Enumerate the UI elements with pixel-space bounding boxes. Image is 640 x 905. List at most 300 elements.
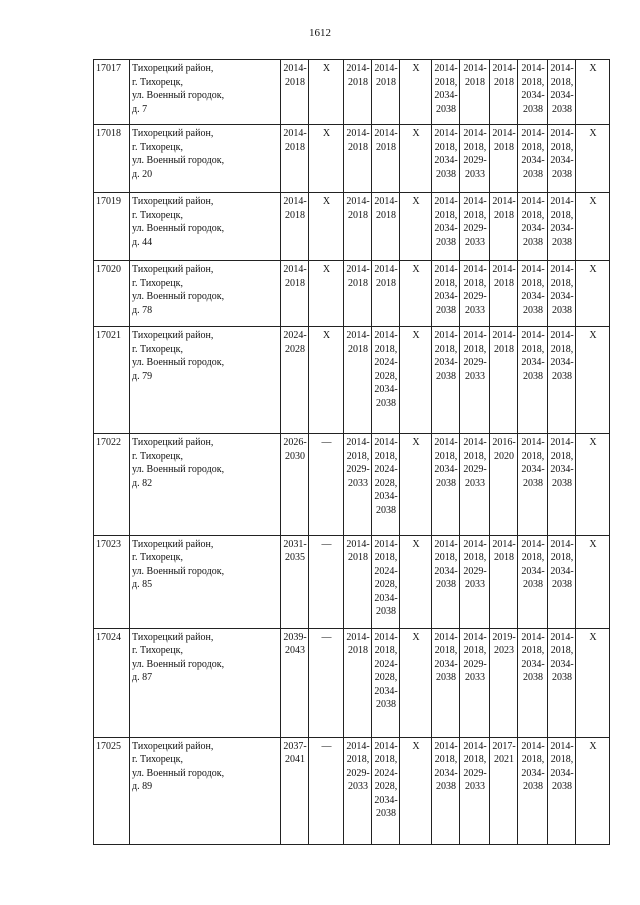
period-line: 2038 xyxy=(552,168,572,180)
period-line: 2038 xyxy=(552,781,572,793)
period-line: 2038 xyxy=(552,579,572,591)
period-line: X xyxy=(412,196,420,208)
address-line: д. 85 xyxy=(132,579,153,591)
period-line: 2034- xyxy=(374,794,398,806)
period-cell xyxy=(400,327,432,434)
period-line: 2038 xyxy=(523,236,543,248)
period-cell xyxy=(548,193,576,261)
period-cell xyxy=(432,327,460,434)
period-line: 2014- xyxy=(434,538,458,550)
period-cell xyxy=(400,261,432,327)
period-line: 2028, xyxy=(374,781,398,793)
period-line: 2034- xyxy=(374,491,398,503)
period-cell xyxy=(400,737,432,844)
period-line: 2029- xyxy=(463,291,487,303)
period-line: 2014- xyxy=(374,128,398,140)
record-number: 17019 xyxy=(94,193,130,261)
period-line: 2018, xyxy=(434,552,458,564)
period-cell xyxy=(344,628,372,737)
period-line: 2014- xyxy=(550,196,574,208)
period-line: 2035 xyxy=(285,552,305,564)
address-line: Тихорецкий район, xyxy=(132,538,214,550)
address-line: Тихорецкий район, xyxy=(132,740,214,752)
period-line: 2038 xyxy=(436,103,456,115)
period-line: 2014- xyxy=(283,196,307,208)
period-line: 2018, xyxy=(521,209,545,221)
period-cell xyxy=(460,535,490,628)
period-line: 2038 xyxy=(436,579,456,591)
period-cell xyxy=(518,60,548,125)
period-cell xyxy=(281,535,309,628)
period-line: 2038 xyxy=(436,168,456,180)
period-cell xyxy=(432,737,460,844)
period-line: 2018, xyxy=(550,645,574,657)
period-line: 2024- xyxy=(374,565,398,577)
period-cell xyxy=(372,261,400,327)
period-line: 2038 xyxy=(436,370,456,382)
period-line: 2014- xyxy=(463,740,487,752)
period-cell xyxy=(400,535,432,628)
period-line: X xyxy=(589,740,597,752)
address-line: д. 87 xyxy=(132,672,153,684)
address-line: ул. Военный городок, xyxy=(132,223,225,235)
period-cell xyxy=(344,327,372,434)
period-line: 2034- xyxy=(521,767,545,779)
period-line: 2014- xyxy=(463,538,487,550)
period-line: 2018 xyxy=(376,209,396,221)
period-line: 2020 xyxy=(494,450,514,462)
period-line: 2018 xyxy=(285,209,305,221)
period-cell xyxy=(490,261,518,327)
period-line: 2038 xyxy=(523,168,543,180)
period-line: 2031- xyxy=(283,538,307,550)
period-line: 2014- xyxy=(521,264,545,276)
period-line: 2014- xyxy=(434,196,458,208)
period-line: 2014- xyxy=(283,128,307,140)
address-line: г. Тихорецк, xyxy=(132,209,183,221)
period-line: 2018, xyxy=(434,76,458,88)
period-line: 2014- xyxy=(521,740,545,752)
period-cell xyxy=(432,261,460,327)
period-line: 2034- xyxy=(521,464,545,476)
period-cell xyxy=(344,193,372,261)
period-cell xyxy=(576,125,610,193)
period-line: 2034- xyxy=(550,464,574,476)
period-line: 2034- xyxy=(550,357,574,369)
period-line: 2018, xyxy=(463,552,487,564)
period-line: 2018, xyxy=(550,450,574,462)
table-row xyxy=(94,261,610,327)
period-cell xyxy=(518,125,548,193)
period-line: — xyxy=(321,538,332,550)
period-line: 2024- xyxy=(374,658,398,670)
period-cell xyxy=(372,737,400,844)
period-line: 2014- xyxy=(492,264,516,276)
period-cell xyxy=(490,327,518,434)
period-line: 2033 xyxy=(465,168,485,180)
period-line: 2038 xyxy=(523,781,543,793)
period-line: 2038 xyxy=(552,236,572,248)
period-line: 2018, xyxy=(463,450,487,462)
period-line: 2033 xyxy=(465,370,485,382)
period-cell xyxy=(432,60,460,125)
period-line: 2026- xyxy=(283,437,307,449)
period-cell xyxy=(432,125,460,193)
period-line: 2034- xyxy=(434,767,458,779)
period-line: 2038 xyxy=(436,236,456,248)
address-line: г. Тихорецк, xyxy=(132,754,183,766)
period-line: 2024- xyxy=(374,464,398,476)
period-line: 2014- xyxy=(550,128,574,140)
period-line: 2018 xyxy=(376,141,396,153)
period-line: 2014- xyxy=(346,63,370,74)
period-line: — xyxy=(321,631,332,643)
period-line: 2029- xyxy=(463,464,487,476)
period-line: 2034- xyxy=(434,90,458,101)
period-cell xyxy=(460,125,490,193)
period-line: 2038 xyxy=(436,781,456,793)
period-line: 2018, xyxy=(550,76,574,88)
address-line: Тихорецкий район, xyxy=(132,63,214,74)
period-line: 2038 xyxy=(552,672,572,684)
period-cell xyxy=(372,535,400,628)
period-line: 2038 xyxy=(552,304,572,316)
period-cell xyxy=(518,261,548,327)
address-line: Тихорецкий район, xyxy=(132,196,214,208)
address-line: Тихорецкий район, xyxy=(132,330,214,342)
period-line: X xyxy=(589,437,597,449)
period-line: 2014- xyxy=(434,264,458,276)
period-line: X xyxy=(322,264,331,276)
address-line: г. Тихорецк, xyxy=(132,343,183,355)
period-line: 2018, xyxy=(521,754,545,766)
period-line: 2030 xyxy=(285,450,305,462)
period-line: 2033 xyxy=(465,579,485,591)
record-number: 17018 xyxy=(94,125,130,193)
period-line: 2018 xyxy=(376,76,396,88)
period-line: 2014- xyxy=(346,128,370,140)
period-cell xyxy=(518,434,548,535)
period-line: 2029- xyxy=(463,767,487,779)
period-line: X xyxy=(412,631,420,643)
period-line: 2038 xyxy=(552,477,572,489)
period-line: 2018, xyxy=(434,277,458,289)
period-line: 2018, xyxy=(521,277,545,289)
period-line: 2018, xyxy=(374,754,398,766)
period-line: X xyxy=(412,264,420,276)
address-line: ул. Военный городок, xyxy=(132,565,225,577)
record-number: 17025 xyxy=(94,737,130,844)
period-line: 2038 xyxy=(376,606,396,618)
period-line: 2029- xyxy=(346,767,370,779)
period-line: 2034- xyxy=(550,565,574,577)
period-line: 2014- xyxy=(346,538,370,550)
period-line: 2034- xyxy=(521,658,545,670)
period-cell xyxy=(548,261,576,327)
period-line: 2018, xyxy=(550,209,574,221)
address-line: д. 44 xyxy=(132,236,153,248)
period-cell xyxy=(372,628,400,737)
period-line: 2041 xyxy=(285,754,305,766)
period-line: 2018, xyxy=(521,645,545,657)
period-line: 2018, xyxy=(434,754,458,766)
period-line: 2038 xyxy=(523,672,543,684)
period-line: 2034- xyxy=(374,685,398,697)
period-cell xyxy=(281,327,309,434)
period-cell xyxy=(372,193,400,261)
address-cell xyxy=(130,535,281,628)
period-cell xyxy=(576,327,610,434)
period-cell xyxy=(576,434,610,535)
period-line: 2034- xyxy=(550,90,574,101)
period-cell xyxy=(309,327,344,434)
period-line: 2019- xyxy=(492,631,516,643)
period-cell xyxy=(576,261,610,327)
table-row xyxy=(94,60,610,125)
period-line: 2034- xyxy=(521,223,545,235)
address-line: Тихорецкий район, xyxy=(132,437,214,449)
period-line: 2034- xyxy=(434,565,458,577)
period-line: 2038 xyxy=(436,304,456,316)
period-line: 2018, xyxy=(550,277,574,289)
period-cell xyxy=(490,434,518,535)
period-line: 2014- xyxy=(434,330,458,342)
period-line: 2018, xyxy=(434,645,458,657)
address-line: д. 7 xyxy=(132,103,148,115)
period-cell xyxy=(460,193,490,261)
period-line: 2029- xyxy=(346,464,370,476)
period-cell xyxy=(432,434,460,535)
period-line: 2014- xyxy=(374,740,398,752)
table-row xyxy=(94,327,610,434)
period-cell xyxy=(309,434,344,535)
period-cell xyxy=(518,628,548,737)
record-number: 17024 xyxy=(94,628,130,737)
period-line: 2029- xyxy=(463,223,487,235)
address-line: г. Тихорецк, xyxy=(132,277,183,289)
period-line: 2018 xyxy=(348,141,368,153)
period-cell xyxy=(344,737,372,844)
period-line: 2018, xyxy=(521,552,545,564)
period-line: 2014- xyxy=(346,264,370,276)
period-line: 2034- xyxy=(521,565,545,577)
period-line: 2034- xyxy=(374,384,398,396)
period-line: 2033 xyxy=(465,304,485,316)
period-line: 2038 xyxy=(376,808,396,820)
address-cell xyxy=(130,327,281,434)
period-line: — xyxy=(321,740,332,752)
period-line: 2014- xyxy=(521,128,545,140)
period-line: — xyxy=(321,437,332,449)
period-line: 2018, xyxy=(434,209,458,221)
period-line: 2014- xyxy=(492,330,516,342)
period-line: 2018, xyxy=(346,754,370,766)
period-line: 2034- xyxy=(434,357,458,369)
period-line: 2018 xyxy=(348,645,368,657)
period-line: 2018 xyxy=(494,209,514,221)
period-cell xyxy=(309,193,344,261)
period-line: 2038 xyxy=(376,504,396,516)
period-line: 2014- xyxy=(463,128,487,140)
period-cell xyxy=(344,60,372,125)
period-cell xyxy=(576,628,610,737)
period-cell xyxy=(490,737,518,844)
period-line: 2033 xyxy=(348,781,368,793)
period-line: 2038 xyxy=(523,103,543,115)
period-line: X xyxy=(322,128,331,140)
period-line: 2014- xyxy=(283,63,307,74)
period-line: 2014- xyxy=(463,63,487,74)
period-line: 2014- xyxy=(374,330,398,342)
period-line: 2018, xyxy=(434,141,458,153)
period-line: X xyxy=(589,631,597,643)
period-line: 2014- xyxy=(346,196,370,208)
period-line: 2018, xyxy=(346,450,370,462)
period-cell xyxy=(400,125,432,193)
period-cell xyxy=(460,327,490,434)
record-number: 17020 xyxy=(94,261,130,327)
period-line: 2038 xyxy=(523,477,543,489)
period-line: 2014- xyxy=(492,63,516,74)
period-line: 2028 xyxy=(285,343,305,355)
period-line: X xyxy=(412,128,420,140)
period-line: 2014- xyxy=(492,128,516,140)
period-line: 2018, xyxy=(463,141,487,153)
period-line: 2014- xyxy=(521,631,545,643)
period-line: 2014- xyxy=(521,437,545,449)
address-line: д. 89 xyxy=(132,781,153,793)
address-line: Тихорецкий район, xyxy=(132,264,214,276)
period-cell xyxy=(281,261,309,327)
period-line: X xyxy=(412,538,420,550)
period-line: 2028, xyxy=(374,579,398,591)
period-cell xyxy=(460,628,490,737)
address-cell xyxy=(130,125,281,193)
period-line: 2033 xyxy=(465,672,485,684)
address-cell xyxy=(130,193,281,261)
address-line: Тихорецкий район, xyxy=(132,128,214,140)
period-line: 2034- xyxy=(521,291,545,303)
period-cell xyxy=(372,327,400,434)
period-cell xyxy=(518,535,548,628)
period-line: 2014- xyxy=(550,631,574,643)
period-line: X xyxy=(412,63,420,74)
period-line: 2033 xyxy=(465,477,485,489)
page-number: 1612 xyxy=(309,27,331,39)
period-cell xyxy=(548,125,576,193)
period-line: 2014- xyxy=(463,631,487,643)
period-line: 2014- xyxy=(374,196,398,208)
period-line: 2014- xyxy=(521,538,545,550)
period-line: 2038 xyxy=(376,699,396,711)
period-line: 2018, xyxy=(463,343,487,355)
period-line: 2018, xyxy=(463,277,487,289)
address-line: г. Тихорецк, xyxy=(132,552,183,564)
period-line: 2034- xyxy=(550,658,574,670)
period-cell xyxy=(344,125,372,193)
period-line: 2018, xyxy=(374,450,398,462)
address-line: д. 78 xyxy=(132,304,153,316)
period-line: 2029- xyxy=(463,155,487,167)
period-line: 2014- xyxy=(346,631,370,643)
period-line: 2033 xyxy=(465,236,485,248)
period-line: X xyxy=(589,538,597,550)
address-line: г. Тихорецк, xyxy=(132,141,183,153)
period-line: 2014- xyxy=(550,437,574,449)
period-line: 2014- xyxy=(463,330,487,342)
period-cell xyxy=(281,125,309,193)
period-line: 2014- xyxy=(521,330,545,342)
period-cell xyxy=(548,628,576,737)
address-line: д. 79 xyxy=(132,370,153,382)
period-cell xyxy=(400,60,432,125)
period-cell xyxy=(281,737,309,844)
address-line: г. Тихорецк, xyxy=(132,76,183,88)
period-cell xyxy=(490,60,518,125)
period-line: 2018, xyxy=(521,450,545,462)
period-cell xyxy=(548,535,576,628)
period-line: 2024- xyxy=(374,357,398,369)
record-number: 17021 xyxy=(94,327,130,434)
address-cell xyxy=(130,434,281,535)
period-line: X xyxy=(412,437,420,449)
period-cell xyxy=(281,193,309,261)
period-line: 2018 xyxy=(285,141,305,153)
period-cell xyxy=(400,628,432,737)
period-line: 2033 xyxy=(465,781,485,793)
period-line: X xyxy=(589,196,597,208)
period-line: 2023 xyxy=(494,645,514,657)
period-line: 2018 xyxy=(465,76,485,88)
period-line: 2018 xyxy=(348,209,368,221)
address-cell xyxy=(130,737,281,844)
period-line: 2014- xyxy=(550,330,574,342)
address-line: д. 82 xyxy=(132,477,153,489)
period-line: 2014- xyxy=(463,264,487,276)
housing-register-table xyxy=(93,59,610,845)
period-line: 2014- xyxy=(434,437,458,449)
period-line: 2018 xyxy=(376,277,396,289)
address-line: ул. Военный городок, xyxy=(132,357,225,369)
period-line: 2034- xyxy=(550,291,574,303)
period-line: 2034- xyxy=(434,658,458,670)
period-cell xyxy=(548,737,576,844)
period-line: 2016- xyxy=(492,437,516,449)
period-line: 2021 xyxy=(494,754,514,766)
period-cell xyxy=(309,628,344,737)
period-line: 2014- xyxy=(434,740,458,752)
period-line: X xyxy=(589,264,597,276)
period-line: 2034- xyxy=(521,357,545,369)
period-line: 2018, xyxy=(463,754,487,766)
period-line: 2018, xyxy=(550,754,574,766)
period-line: 2018, xyxy=(463,645,487,657)
address-line: ул. Военный городок, xyxy=(132,90,225,101)
period-line: 2014- xyxy=(346,330,370,342)
period-line: 2018, xyxy=(374,645,398,657)
period-cell xyxy=(372,125,400,193)
period-line: 2014- xyxy=(550,538,574,550)
period-line: X xyxy=(322,196,331,208)
period-cell xyxy=(490,193,518,261)
period-line: 2034- xyxy=(550,155,574,167)
address-cell xyxy=(130,261,281,327)
period-line: 2038 xyxy=(523,579,543,591)
table-row xyxy=(94,193,610,261)
period-cell xyxy=(518,327,548,434)
period-line: 2018 xyxy=(348,277,368,289)
period-line: 2034- xyxy=(521,155,545,167)
